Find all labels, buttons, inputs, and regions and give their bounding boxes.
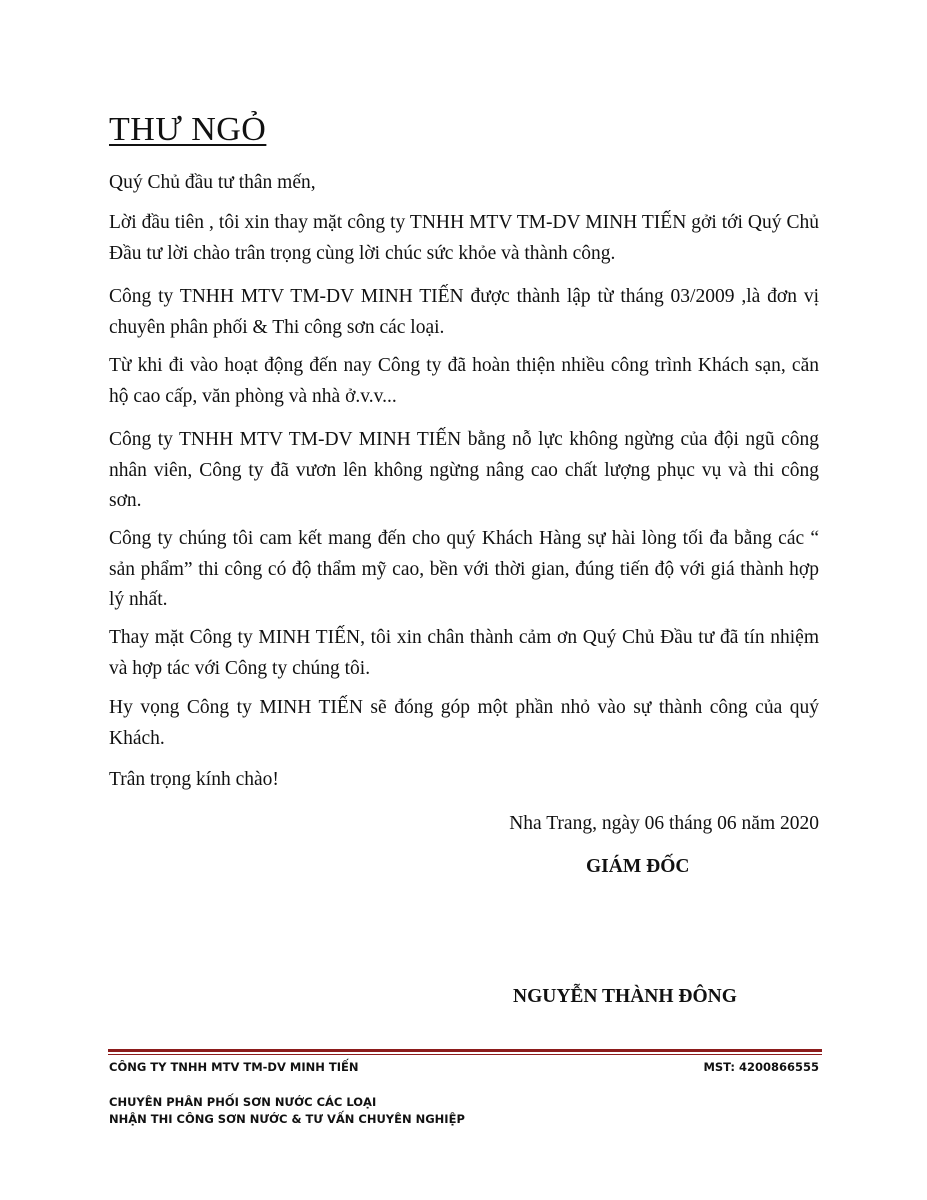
- signer-role: GIÁM ĐỐC: [586, 856, 690, 877]
- letter-title: THƯ NGỎ: [109, 111, 267, 148]
- paragraph-founding: Công ty TNHH MTV TM-DV MINH TIẾN được thành lập từ tháng 03/2009 ,là đơn vị chuyên phân phối & Thi công sơn các loại.: [109, 286, 819, 338]
- footer-divider: [108, 1049, 822, 1055]
- footer-company-name: CÔNG TY TNHH MTV TM-DV MINH TIẾN: [109, 1060, 359, 1074]
- paragraph-hope: Hy vọng Công ty MINH TIẾN sẽ đóng góp một phần nhỏ vào sự thành công của quý Khách.: [109, 697, 819, 749]
- footer-service-line-1: CHUYÊN PHÂN PHỐI SƠN NƯỚC CÁC LOẠI: [109, 1095, 377, 1109]
- paragraph-greeting: Lời đầu tiên , tôi xin thay mặt công ty TNHH MTV TM-DV MINH TIẾN gởi tới Quý Chủ Đầu tư lời chào trân trọng cùng lời chúc sức khỏe và thành công.: [109, 212, 819, 264]
- paragraph-projects: Từ khi đi vào hoạt động đến nay Công ty đã hoàn thiện nhiều công trình Khách sạn, căn hộ cao cấp, văn phòng và nhà ở.v.v...: [109, 355, 819, 407]
- paragraph-commitment: Công ty chúng tôi cam kết mang đến cho quý Khách Hàng sự hài lòng tối đa bằng các “ sản phẩm” thi công có độ thẩm mỹ cao, bền với thời gian, đúng tiến độ với giá thành hợp lý nhất.: [109, 528, 819, 610]
- paragraph-thanks: Thay mặt Công ty MINH TIẾN, tôi xin chân thành cảm ơn Quý Chủ Đầu tư đã tín nhiệm và hợp tác với Công ty chúng tôi.: [109, 627, 819, 679]
- paragraph-effort: Công ty TNHH MTV TM-DV MINH TIẾN bằng nỗ lực không ngừng của đội ngũ công nhân viên, Công ty đã vươn lên không ngừng nâng cao chất lượng phục vụ và thi công sơn.: [109, 429, 819, 511]
- footer-tax-id: MST: 4200866555: [703, 1060, 819, 1074]
- footer-service-line-2: NHẬN THI CÔNG SƠN NƯỚC & TƯ VẤN CHUYÊN NGHIỆP: [109, 1112, 465, 1126]
- closing-line: Trân trọng kính chào!: [109, 769, 279, 790]
- place-date: Nha Trang, ngày 06 tháng 06 năm 2020: [509, 813, 819, 834]
- signer-name: NGUYỄN THÀNH ĐÔNG: [513, 986, 737, 1007]
- salutation: Quý Chủ đầu tư thân mến,: [109, 172, 316, 193]
